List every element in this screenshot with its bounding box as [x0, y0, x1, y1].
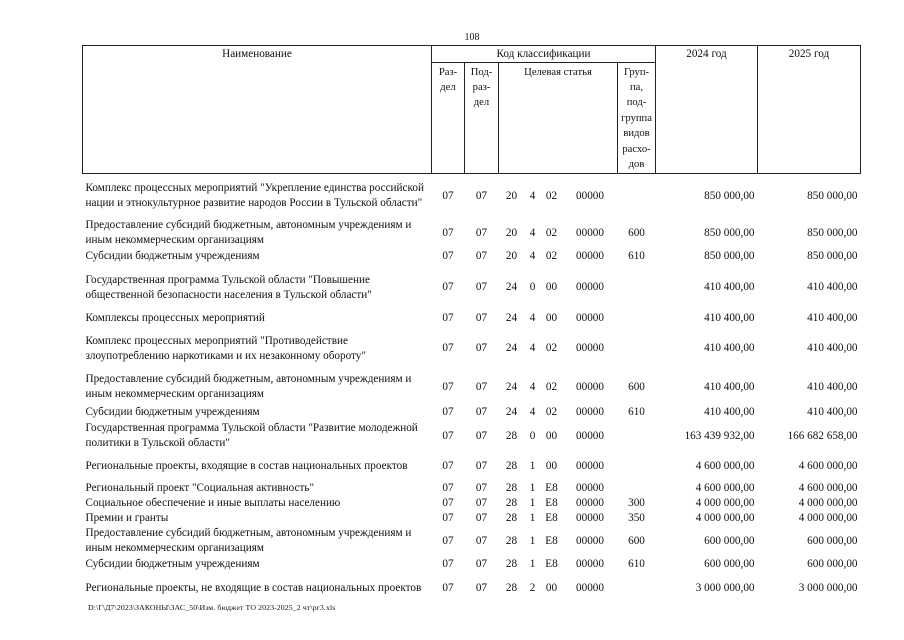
row-target-type: 2 — [529, 581, 536, 594]
row-target-type: 0 — [529, 429, 536, 442]
row-target-type: 4 — [529, 406, 536, 419]
row-name: Региональные проекты, входящие в состав национальных проектов — [85, 459, 408, 472]
row-target-type: 1 — [529, 534, 536, 547]
row-amount-2025: 410 400,00 — [807, 380, 858, 393]
row-name: Субсидии бюджетным учреждениям — [85, 558, 260, 571]
row-target-subprogram: 02 — [545, 342, 558, 355]
row-target-type: 4 — [529, 380, 536, 393]
row-target-program: 28 — [505, 429, 518, 442]
row-expense-group: 610 — [628, 406, 645, 419]
row-subsection: 07 — [475, 534, 488, 547]
row-target-direction: 00000 — [576, 459, 604, 472]
table-row — [83, 248, 861, 265]
row-amount-2024: 410 400,00 — [704, 342, 755, 355]
row-amount-2025: 410 400,00 — [807, 406, 858, 419]
row-expense-group: 610 — [628, 558, 645, 571]
row-target-subprogram: 02 — [545, 250, 558, 263]
header-expense-group: Груп- па, под- группа видов расхо- дов — [618, 62, 656, 173]
row-name: Предоставление субсидий бюджетным, автономным учреждениям и иным некоммерческим организациям — [85, 373, 412, 401]
row-target-program: 28 — [505, 558, 518, 571]
row-target-direction: 00000 — [576, 482, 604, 495]
row-amount-2025: 4 600 000,00 — [798, 482, 858, 495]
table-row — [83, 310, 861, 327]
row-amount-2024: 4 600 000,00 — [695, 482, 755, 495]
row-expense-group — [618, 421, 656, 451]
row-name: Социальное обеспечение и иные выплаты населению — [85, 497, 341, 510]
row-target-direction: 00000 — [576, 380, 604, 393]
row-target-subprogram: 00 — [545, 281, 558, 294]
row-amount-2024: 410 400,00 — [704, 312, 755, 325]
row-amount-2024: 410 400,00 — [704, 406, 755, 419]
row-target-type: 4 — [529, 189, 536, 202]
row-name: Региональный проект "Социальная активность" — [85, 482, 315, 495]
table-row — [83, 327, 861, 370]
table-row — [83, 370, 861, 404]
row-target-subprogram: 02 — [545, 380, 558, 393]
row-expense-group: 350 — [628, 512, 645, 525]
row-target-subprogram: Е8 — [545, 497, 558, 510]
row-target-subprogram: Е8 — [545, 534, 558, 547]
row-section: 07 — [442, 342, 454, 355]
row-expense-group — [618, 310, 656, 327]
file-path-footer: D:\Г\Д7\2023\ЗАКОНЫ\ЗАС_50\Изм. бюджет ТО 2023-2025_2 чт\рг3.xls — [88, 603, 336, 612]
row-amount-2024: 3 000 000,00 — [695, 581, 755, 594]
row-target-subprogram: 00 — [545, 429, 558, 442]
row-target-subprogram: Е8 — [545, 512, 558, 525]
row-expense-group — [618, 265, 656, 310]
row-section: 07 — [442, 281, 454, 294]
row-section: 07 — [442, 497, 454, 510]
table-row — [83, 421, 861, 451]
row-expense-group — [618, 573, 656, 603]
row-target-subprogram: 00 — [545, 581, 558, 594]
row-target-program: 28 — [505, 459, 518, 472]
row-name: Комплекс процессных мероприятий "Противодействие злоупотреблению наркотиками и их незаконному обороту" — [85, 334, 366, 362]
row-target-subprogram: 00 — [545, 312, 558, 325]
row-amount-2025: 850 000,00 — [807, 226, 858, 239]
row-target-program: 24 — [505, 406, 518, 419]
row-target-subprogram: 02 — [545, 189, 558, 202]
row-target-program: 28 — [505, 512, 518, 525]
table-row — [83, 404, 861, 421]
row-subsection: 07 — [475, 380, 488, 393]
row-target-program: 24 — [505, 380, 518, 393]
header-year-2024: 2024 год — [656, 46, 758, 174]
row-expense-group: 300 — [628, 497, 645, 510]
row-amount-2025: 4 600 000,00 — [798, 459, 858, 472]
row-target-subprogram: 02 — [545, 406, 558, 419]
row-amount-2025: 4 000 000,00 — [798, 512, 858, 525]
row-target-program: 28 — [505, 497, 518, 510]
row-target-type: 1 — [529, 512, 536, 525]
row-subsection: 07 — [475, 312, 488, 325]
row-section: 07 — [442, 581, 454, 594]
row-target-program: 24 — [505, 342, 518, 355]
row-subsection: 07 — [475, 250, 488, 263]
row-target-type: 1 — [529, 459, 536, 472]
row-amount-2024: 410 400,00 — [704, 380, 755, 393]
row-target-direction: 00000 — [576, 189, 604, 202]
row-target-program: 28 — [505, 534, 518, 547]
row-target-type: 4 — [529, 312, 536, 325]
row-expense-group — [618, 173, 656, 218]
row-section: 07 — [442, 429, 454, 442]
row-section: 07 — [442, 406, 454, 419]
row-target-program: 24 — [505, 312, 518, 325]
row-section: 07 — [442, 512, 454, 525]
row-target-direction: 00000 — [576, 226, 604, 239]
row-expense-group — [618, 451, 656, 481]
row-name: Комплекс процессных мероприятий "Укрепление единства российской нации и этнокультурное развитие народов России в Тульской области" — [85, 182, 424, 209]
row-target-type: 0 — [529, 281, 536, 294]
table-row — [83, 173, 861, 218]
row-target-type: 4 — [529, 342, 536, 355]
header-section: Раз- дел — [432, 62, 465, 173]
row-amount-2024: 850 000,00 — [704, 226, 755, 239]
row-name: Государственная программа Тульской области "Развитие молодежной политики в Тульской области" — [85, 422, 418, 450]
row-subsection: 07 — [475, 459, 488, 472]
row-section: 07 — [442, 534, 454, 547]
row-target-subprogram: Е8 — [545, 482, 558, 495]
row-section: 07 — [442, 250, 454, 263]
header-name: Наименование — [83, 46, 432, 174]
budget-table — [82, 45, 861, 603]
row-target-type: 4 — [529, 226, 536, 239]
row-section: 07 — [442, 459, 454, 472]
row-amount-2025: 850 000,00 — [807, 189, 858, 202]
row-name: Государственная программа Тульской области "Повышение общественной безопасности населения в Тульской области" — [85, 273, 372, 301]
row-expense-group — [618, 481, 656, 496]
row-amount-2025: 410 400,00 — [807, 281, 858, 294]
table-row — [83, 511, 861, 526]
row-subsection: 07 — [475, 512, 488, 525]
row-name: Предоставление субсидий бюджетным, автономным учреждениям и иным некоммерческим организациям — [85, 527, 412, 555]
row-name: Премии и гранты — [85, 512, 169, 525]
row-target-subprogram: 00 — [545, 459, 558, 472]
table-row — [83, 526, 861, 556]
row-target-direction: 00000 — [576, 429, 604, 442]
table-row — [83, 451, 861, 481]
row-target-type: 4 — [529, 250, 536, 263]
row-amount-2024: 600 000,00 — [704, 558, 755, 571]
row-expense-group — [618, 327, 656, 370]
table-header — [83, 46, 861, 174]
row-expense-group: 600 — [628, 534, 645, 547]
row-amount-2024: 850 000,00 — [704, 250, 755, 263]
row-target-program: 20 — [505, 189, 518, 202]
row-subsection: 07 — [475, 497, 488, 510]
row-target-direction: 00000 — [576, 558, 604, 571]
row-amount-2024: 4 000 000,00 — [695, 512, 755, 525]
row-amount-2024: 4 000 000,00 — [695, 497, 755, 510]
row-amount-2025: 410 400,00 — [807, 342, 858, 355]
table-row — [83, 496, 861, 511]
row-target-direction: 00000 — [576, 581, 604, 594]
row-amount-2025: 3 000 000,00 — [798, 581, 858, 594]
row-name: Субсидии бюджетным учреждениям — [85, 406, 260, 419]
row-subsection: 07 — [475, 558, 488, 571]
row-expense-group: 600 — [628, 226, 645, 239]
row-target-program: 20 — [505, 250, 518, 263]
row-target-subprogram: 02 — [545, 226, 558, 239]
row-subsection: 07 — [475, 189, 488, 202]
row-amount-2025: 4 000 000,00 — [798, 497, 858, 510]
row-section: 07 — [442, 312, 454, 325]
row-target-program: 28 — [505, 482, 518, 495]
row-target-type: 1 — [529, 558, 536, 571]
header-subsection: Под- раз- дел — [465, 62, 499, 173]
row-section: 07 — [442, 226, 454, 239]
row-subsection: 07 — [475, 406, 488, 419]
row-target-direction: 00000 — [576, 406, 604, 419]
row-subsection: 07 — [475, 342, 488, 355]
header-classification-code: Код классификации — [432, 46, 656, 63]
row-target-direction: 00000 — [576, 250, 604, 263]
row-target-direction: 00000 — [576, 497, 604, 510]
row-section: 07 — [442, 380, 454, 393]
row-name: Предоставление субсидий бюджетным, автономным учреждениям и иным некоммерческим организациям — [85, 219, 412, 247]
table-body — [83, 173, 861, 603]
row-amount-2025: 600 000,00 — [807, 534, 858, 547]
table-row — [83, 573, 861, 603]
row-subsection: 07 — [475, 429, 488, 442]
row-amount-2024: 600 000,00 — [704, 534, 755, 547]
row-target-program: 24 — [505, 281, 518, 294]
header-target-article: Целевая статья — [499, 62, 618, 173]
row-amount-2024: 410 400,00 — [704, 281, 755, 294]
row-subsection: 07 — [475, 581, 488, 594]
row-amount-2024: 163 439 932,00 — [684, 429, 755, 442]
row-subsection: 07 — [475, 226, 488, 239]
row-name: Субсидии бюджетным учреждениям — [85, 250, 260, 263]
header-year-2025: 2025 год — [758, 46, 861, 174]
row-amount-2024: 850 000,00 — [704, 189, 755, 202]
row-section: 07 — [442, 558, 454, 571]
row-section: 07 — [442, 482, 454, 495]
table-row — [83, 218, 861, 248]
row-target-direction: 00000 — [576, 312, 604, 325]
row-name: Региональные проекты, не входящие в состав национальных проектов — [85, 581, 422, 594]
row-section: 07 — [442, 189, 454, 202]
row-subsection: 07 — [475, 281, 488, 294]
row-target-program: 20 — [505, 226, 518, 239]
row-target-type: 1 — [529, 497, 536, 510]
row-target-subprogram: Е8 — [545, 558, 558, 571]
row-target-direction: 00000 — [576, 342, 604, 355]
row-expense-group: 600 — [628, 380, 645, 393]
row-amount-2025: 850 000,00 — [807, 250, 858, 263]
row-expense-group: 610 — [628, 250, 645, 263]
table-row — [83, 481, 861, 496]
row-target-direction: 00000 — [576, 281, 604, 294]
row-target-direction: 00000 — [576, 512, 604, 525]
row-amount-2025: 410 400,00 — [807, 312, 858, 325]
row-target-direction: 00000 — [576, 534, 604, 547]
row-amount-2025: 166 682 658,00 — [787, 429, 858, 442]
page-number: 108 — [464, 32, 480, 43]
row-target-program: 28 — [505, 581, 518, 594]
row-subsection: 07 — [475, 482, 488, 495]
table-row — [83, 265, 861, 310]
row-target-type: 1 — [529, 482, 536, 495]
row-amount-2024: 4 600 000,00 — [695, 459, 755, 472]
row-amount-2025: 600 000,00 — [807, 558, 858, 571]
row-name: Комплексы процессных мероприятий — [85, 312, 265, 325]
table-row — [83, 556, 861, 573]
